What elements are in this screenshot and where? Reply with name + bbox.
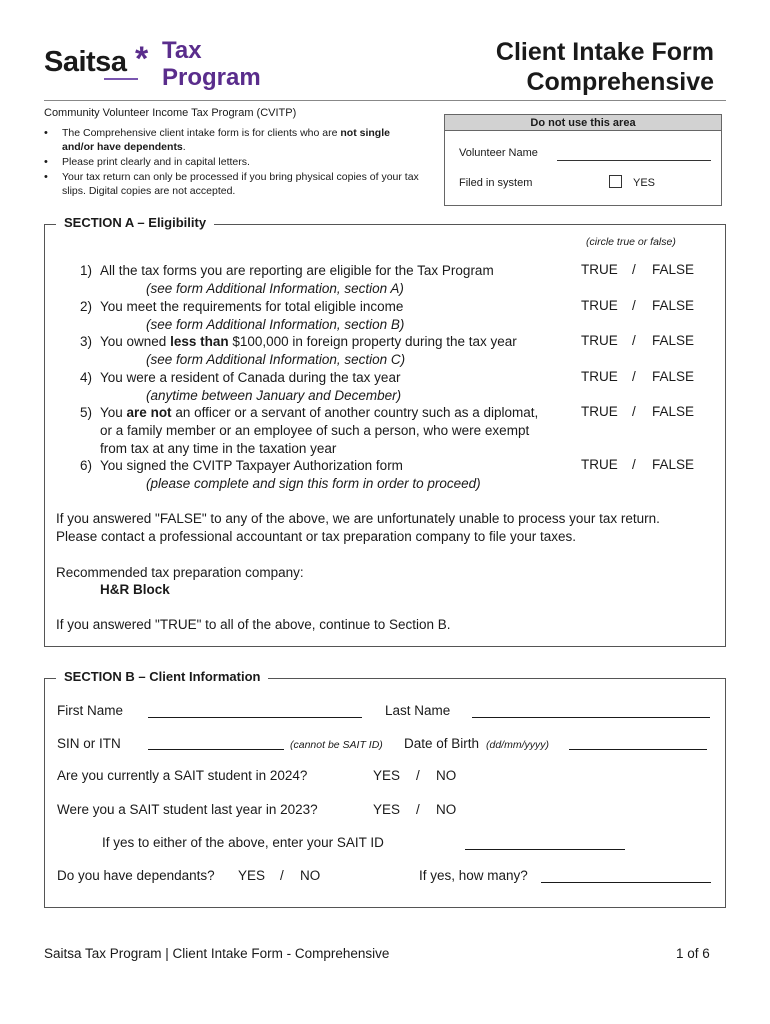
instruction-bold: not single and/or have dependents	[62, 127, 390, 153]
student-2024-yes-option[interactable]: YES	[373, 768, 401, 783]
first-name-label: First Name	[57, 703, 124, 718]
q3-false-option[interactable]: FALSE	[652, 333, 695, 348]
question-2-note: (see form Additional Information, section B)	[146, 317, 405, 332]
question-5-text-line3: from tax at any time in the taxation year	[100, 441, 337, 456]
form-title	[496, 37, 714, 97]
false-message-line1: If you answered "FALSE" to any of the above, we are unfortunately unable to process your tax return.	[56, 511, 660, 526]
sait-id-field[interactable]	[465, 849, 625, 850]
question-1-note: (see form Additional Information, section A)	[146, 281, 404, 296]
q1-true-option[interactable]: TRUE	[581, 262, 618, 277]
logo-tax: Tax	[162, 37, 202, 64]
office-use-box	[444, 114, 722, 206]
q6-false-option[interactable]: FALSE	[652, 457, 695, 472]
question-4-note: (anytime between January and December)	[146, 388, 402, 403]
instruction-item: • The Comprehensive client intake form is for clients who are not single and/or have dependents.	[44, 126, 424, 154]
question-number: 5)	[79, 405, 92, 420]
q6-true-option[interactable]: TRUE	[581, 457, 618, 472]
sin-field[interactable]	[148, 749, 284, 750]
filed-in-system-label: Filed in system	[459, 177, 533, 189]
section-b-title: SECTION B – Client Information	[56, 669, 268, 684]
q4-false-option[interactable]: FALSE	[652, 369, 695, 384]
page-number: 1 of 6	[676, 946, 710, 961]
option-separator: /	[632, 298, 636, 313]
section-a-title: SECTION A – Eligibility	[56, 215, 214, 230]
option-separator: /	[416, 768, 420, 783]
how-many-field[interactable]	[541, 882, 711, 883]
question-number: 2)	[79, 299, 92, 314]
last-name-label: Last Name	[385, 703, 451, 718]
student-2023-question: Were you a SAIT student last year in 2023?	[57, 802, 318, 817]
question-number: 3)	[79, 334, 92, 349]
question-5-emphasis: are not	[126, 405, 172, 420]
dob-label: Date of Birth	[404, 736, 480, 751]
q2-true-option[interactable]: TRUE	[581, 298, 618, 313]
student-2024-question: Are you currently a SAIT student in 2024?	[57, 768, 308, 783]
office-use-heading: Do not use this area	[445, 115, 721, 131]
dob-format: (dd/mm/yyyy)	[486, 739, 549, 751]
filed-in-system-checkbox[interactable]	[609, 175, 622, 188]
dependants-no-option[interactable]: NO	[300, 868, 321, 883]
question-5-text: You are not an officer or a servant of another country such as a diplomat,	[100, 405, 539, 420]
sin-label: SIN or ITN	[57, 736, 121, 751]
program-name: Community Volunteer Income Tax Program (CVITP)	[44, 107, 297, 119]
option-separator: /	[416, 802, 420, 817]
recommended-company: H&R Block	[100, 582, 170, 597]
volunteer-name-label: Volunteer Name	[459, 147, 538, 159]
q3-true-option[interactable]: TRUE	[581, 333, 618, 348]
question-6-note: (please complete and sign this form in order to proceed)	[146, 476, 481, 491]
logo-wordmark: Saitsa	[44, 46, 127, 78]
volunteer-name-field[interactable]	[557, 160, 711, 161]
question-number: 6)	[79, 458, 92, 473]
instruction-item: • Your tax return can only be processed if you bring physical copies of your tax slips. Digital copies are not accepted.	[44, 170, 424, 198]
sait-id-prompt: If yes to either of the above, enter your SAIT ID	[102, 835, 384, 850]
logo-underline	[104, 78, 138, 80]
filed-yes-label: YES	[633, 177, 656, 189]
first-name-field[interactable]	[148, 717, 362, 718]
dependants-question: Do you have dependants?	[57, 868, 215, 883]
q4-true-option[interactable]: TRUE	[581, 369, 618, 384]
option-separator: /	[632, 333, 636, 348]
dependants-yes-option[interactable]: YES	[238, 868, 266, 883]
question-number: 1)	[79, 263, 92, 278]
question-3-note: (see form Additional Information, section C)	[146, 352, 406, 367]
question-3-emphasis: less than	[170, 334, 229, 349]
how-many-label: If yes, how many?	[419, 868, 528, 883]
option-separator: /	[280, 868, 284, 883]
question-1-text: All the tax forms you are reporting are eligible for the Tax Program	[100, 263, 494, 278]
circle-instruction: (circle true or false)	[586, 236, 676, 248]
instruction-item: • Please print clearly and in capital letters.	[44, 155, 424, 169]
question-5-text-line2: or a family member or an employee of such a person, who were exempt	[100, 423, 530, 438]
instruction-list	[44, 126, 424, 199]
student-2023-yes-option[interactable]: YES	[373, 802, 401, 817]
last-name-field[interactable]	[472, 717, 710, 718]
q1-false-option[interactable]: FALSE	[652, 262, 695, 277]
logo-star-icon: *	[135, 40, 149, 78]
form-title-line2: Comprehensive	[526, 68, 714, 96]
question-number: 4)	[79, 370, 92, 385]
q5-false-option[interactable]: FALSE	[652, 404, 695, 419]
option-separator: /	[632, 262, 636, 277]
sin-note: (cannot be SAIT ID)	[290, 739, 383, 751]
recommended-label: Recommended tax preparation company:	[56, 565, 304, 580]
logo-program: Program	[162, 64, 261, 91]
student-2023-no-option[interactable]: NO	[436, 802, 457, 817]
header-divider	[44, 100, 726, 101]
option-separator: /	[632, 404, 636, 419]
student-2024-no-option[interactable]: NO	[436, 768, 457, 783]
true-message: If you answered "TRUE" to all of the above, continue to Section B.	[56, 617, 451, 632]
form-title-line1: Client Intake Form	[495, 38, 714, 66]
option-separator: /	[632, 457, 636, 472]
question-6-text: You signed the CVITP Taxpayer Authorization form	[100, 458, 403, 473]
q5-true-option[interactable]: TRUE	[581, 404, 618, 419]
q2-false-option[interactable]: FALSE	[652, 298, 695, 313]
false-message-line2: Please contact a professional accountant or tax preparation company to file your taxes.	[56, 529, 577, 544]
option-separator: /	[632, 369, 636, 384]
footer-title: Saitsa Tax Program | Client Intake Form - Comprehensive	[44, 946, 390, 961]
question-3-text: You owned less than $100,000 in foreign property during the tax year	[100, 334, 517, 349]
question-4-text: You were a resident of Canada during the tax year	[100, 370, 401, 385]
question-2-text: You meet the requirements for total eligible income	[100, 299, 404, 314]
dob-field[interactable]	[569, 749, 707, 750]
